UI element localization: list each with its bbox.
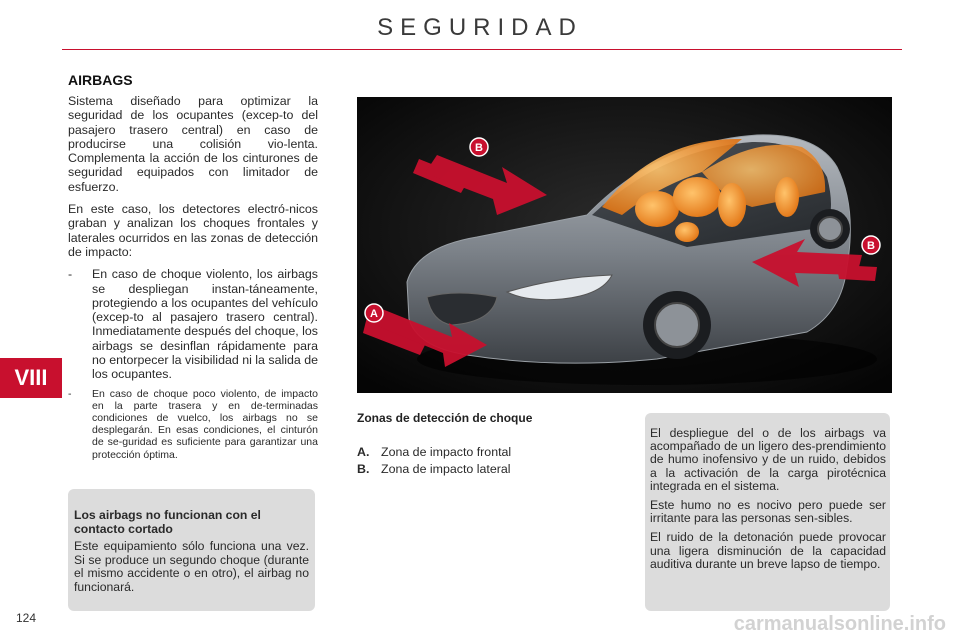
bullet-dash: - <box>68 387 72 400</box>
chapter-tab[interactable]: VIII <box>0 358 62 398</box>
marker-b-side <box>862 236 880 254</box>
marker-letter: A <box>370 308 378 320</box>
marker-a <box>365 304 383 322</box>
marker-letter: B <box>475 142 483 154</box>
figure-caption-title: Zonas de detección de choque <box>357 411 533 425</box>
legend-label: Zona de impacto lateral <box>381 461 511 476</box>
bullet-dash: - <box>68 267 73 282</box>
legend-label: Zona de impacto frontal <box>381 445 512 459</box>
watermark: carmanualsonline.info <box>733 613 946 635</box>
car-airbag-svg <box>357 97 892 393</box>
detectors-paragraph: En este caso, los detectores electró-nicos graban y analizan los choques frontales y laterales ocurridos en las zonas de detección de impacto: <box>68 202 318 259</box>
info-paragraph: El ruido de la detonación puede provocar una ligera disminución de la capacidad auditiva durante un breve lapso de tiempo. <box>650 530 886 571</box>
section-heading: AIRBAGS <box>68 72 133 88</box>
page-title: SEGURIDAD <box>377 14 583 41</box>
body-text-column <box>68 94 318 467</box>
list-item <box>68 267 318 381</box>
page-number: 124 <box>16 611 37 625</box>
list-item <box>68 388 318 461</box>
info-paragraph: Este humo no es nocivo pero puede ser irritante para las personas sen-sibles. <box>650 498 886 526</box>
legend-item <box>357 444 511 461</box>
legend-key: A. <box>357 445 370 459</box>
title-divider <box>62 49 902 50</box>
legend-item <box>357 461 511 478</box>
impact-zone-legend <box>357 444 511 477</box>
marker-letter: B <box>867 240 875 252</box>
info-note-box <box>645 413 890 611</box>
intro-paragraph: Sistema diseñado para optimizar la seguridad de los ocupantes (excep-to del pasajero trasero central) en caso de producirse una colisión vio-lenta. Complementa la acción de los cinturones de seguridad equipados con limitador de esfuerzo. <box>68 94 318 194</box>
legend-key: B. <box>357 461 370 476</box>
note-title: Los airbags no funcionan con el contacto cortado <box>74 508 261 536</box>
bullet-text: En caso de choque violento, los airbags se despliegan instan-táneamente, protegiendo a los ocupantes del vehículo (excep-to al pasajero trasero central). Inmediatamente después del choque, los airbags se desinflan rápidamente para no entorpecer la visibilidad ni la salida de los ocupantes. <box>92 267 318 382</box>
marker-b-front <box>470 138 488 156</box>
warning-note-box <box>68 489 315 611</box>
airbag-illustration <box>357 97 892 393</box>
info-paragraph: El despliegue del o de los airbags va acompañado de un ligero des-prendimiento de humo inofensivo y de un ruido, debidos a la activación de la carga pirotécnica integrada en el sistema. <box>650 426 886 493</box>
bullet-text: En caso de choque poco violento, de impacto en la parte trasera y en de-terminadas condiciones de vuelco, los airbags no se desplegarán. En esas condiciones, el cinturón de se-guridad es suficiente para garantizar una protección óptima. <box>92 387 318 461</box>
note-text: Este equipamiento sólo funciona una vez. Si se produce un segundo choque (durante el mismo accidente o en otro), el airbag no funcionará. <box>74 539 309 594</box>
